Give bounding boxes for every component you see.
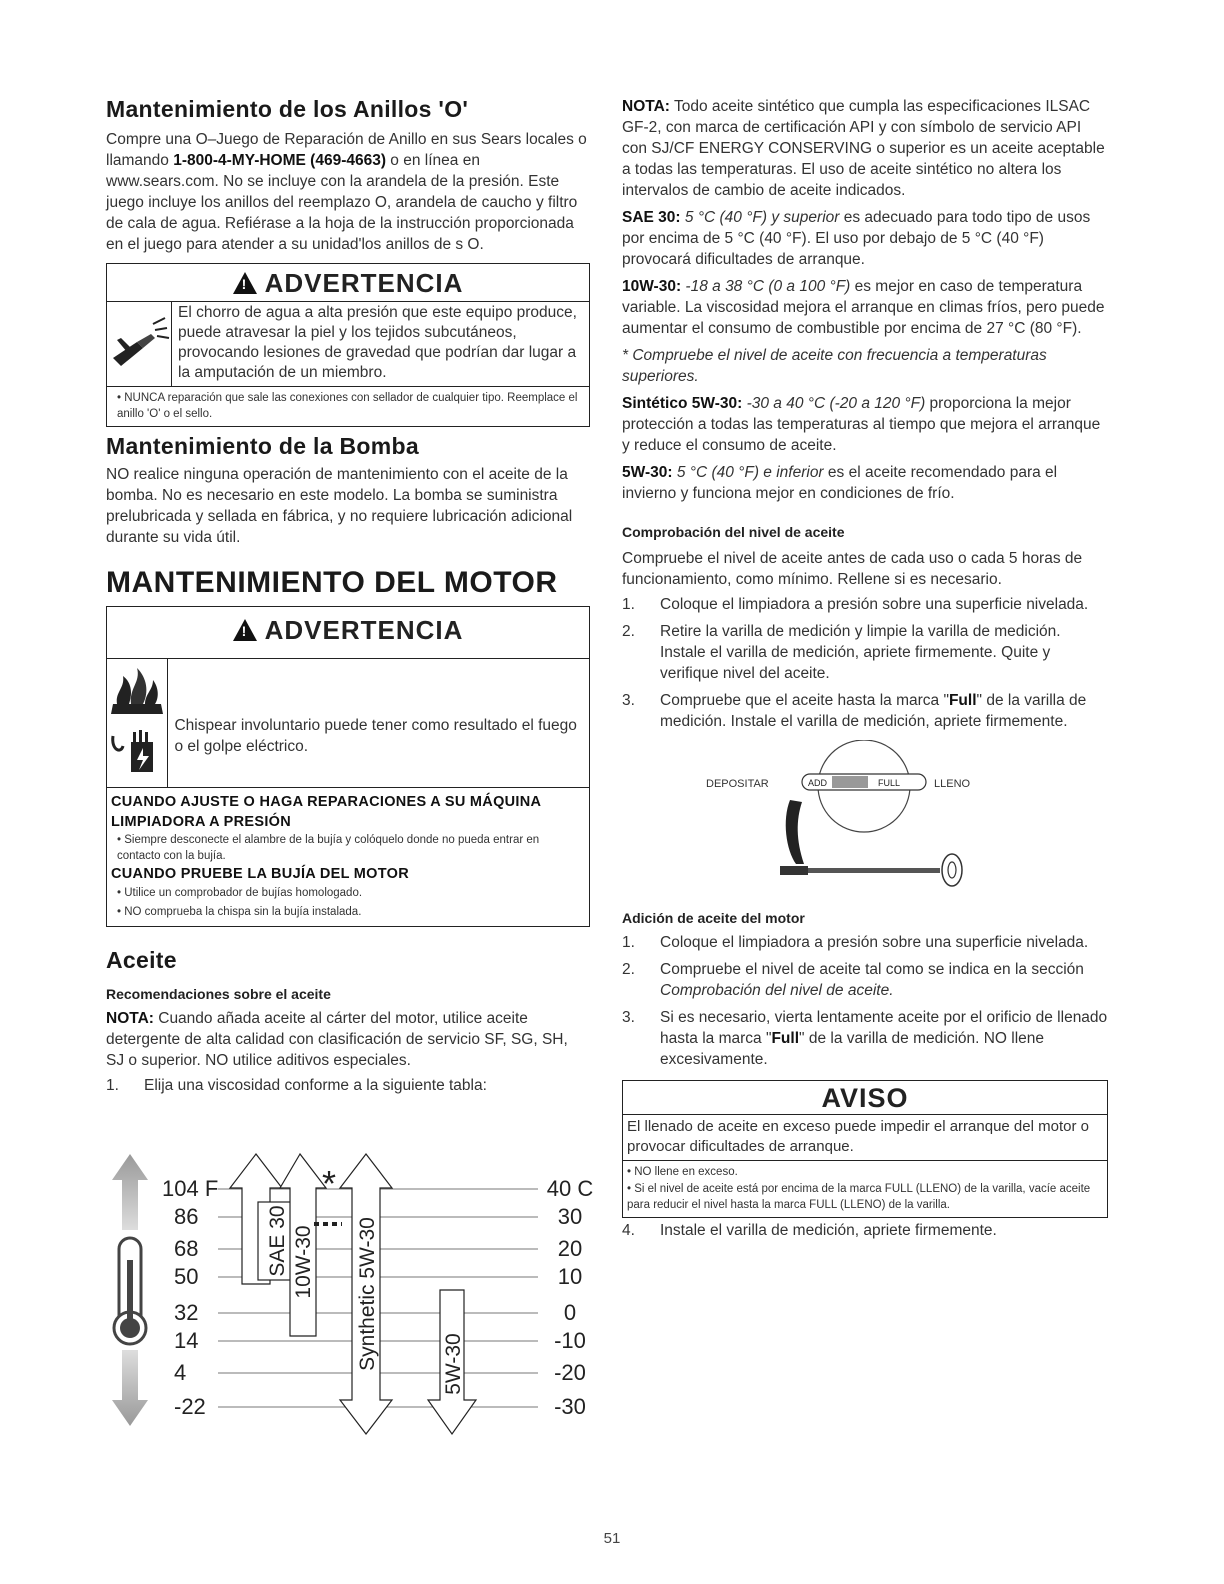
left-tick-label: -22 [174, 1394, 206, 1419]
left-tick-label: 4 [174, 1360, 187, 1385]
series-label-5w30: 5W-30 [442, 1333, 465, 1395]
warning-text-2: Chispear involuntario puede tener como resultado el fuego o el golpe eléctrico. [174, 717, 577, 755]
notice-box [622, 1080, 1108, 1218]
warning-box-1 [106, 263, 590, 427]
dip-full-mark: FULL [878, 778, 901, 788]
right-tick-label: 30 [557, 1204, 583, 1229]
dip-add-mark: ADD [808, 778, 828, 788]
right-tick-label: -30 [554, 1394, 586, 1419]
warning-subhead-1: CUANDO AJUSTE O HAGA REPARACIONES A SU MÁQUINA LIMPIADORA A PRESIÓN [111, 794, 541, 830]
pump-body: NO realice ninguna operación de mantenimiento con el aceite de la bomba. No es necesario en este modelo. La bomba se suministra prelubricada y sellada en fábrica, y no requiere lubricación adicional durante su vida útil. [106, 466, 573, 546]
series-label-sae30: SAE 30 [266, 1205, 289, 1277]
right-tick-label: -20 [554, 1360, 586, 1385]
right-tick-label: 10 [557, 1264, 583, 1289]
oil-title: Aceite [106, 947, 177, 973]
pump-title: Mantenimiento de la Bomba [106, 433, 419, 459]
synthetic-desc: Sintético 5W-30: -30 a 40 °C (-20 a 120 °F) proporciona la mejor protección a todas las temperaturas al tiempo que mejora el arranque y reduce el consumo de aceite. [622, 395, 1101, 454]
dip-label-left: DEPOSITAR [706, 778, 769, 790]
series-label-10w30: 10W-30 [292, 1225, 315, 1299]
add-step-3: 3. Si es necesario, vierta lentamente aceite por el orificio de llenado hasta la marca "Full" de la varilla de medición. NO llene excesivamente. [622, 1009, 1108, 1068]
high-pressure-injection-icon [107, 302, 172, 386]
5w30-desc: 5W-30: 5 °C (40 °F) e inferior es el aceite recomendado para el invierno y funciona mejor en condiciones de frío. [622, 464, 1058, 502]
oil-subtitle: Recomendaciones sobre el aceite [106, 986, 331, 1002]
right-tick-label: 40 C [546, 1176, 594, 1201]
left-tick-label: 14 [174, 1328, 199, 1353]
left-tick-label: 68 [174, 1236, 199, 1261]
page-number: 51 [603, 1530, 621, 1547]
right-tick-label: 0 [563, 1300, 577, 1325]
add-step-2: 2. Compruebe el nivel de aceite tal como se indica en la sección Comprobación del nivel de aceite. [622, 961, 1084, 999]
add-step-1: 1. Coloque el limpiadora a presión sobre una superficie nivelada. [622, 934, 1089, 951]
viscosity-chart [110, 1150, 600, 1440]
warning-header: !ADVERTENCIA [107, 264, 589, 302]
warning-bullet-2c: • NO comprueba la chispa sin la bujía instalada. [111, 903, 585, 922]
warning-header-2: !ADVERTENCIA [107, 607, 589, 659]
check-body: Compruebe el nivel de aceite antes de cada uso o cada 5 horas de funcionamiento, como mínimo. Rellene si es necesario. [622, 550, 1083, 588]
check-step-1: 1. Coloque el limpiadora a presión sobre una superficie nivelada. [622, 596, 1089, 613]
10w30-desc: 10W-30: -18 a 38 °C (0 a 100 °F) es mejor en caso de temperatura variable. La viscosidad mejora el arranque en climas fríos, pero puede aumentar el consumo de combustible por encima de 27 °C (80 °F). [622, 278, 1105, 337]
left-tick-label: 32 [174, 1300, 199, 1325]
right-tick-label: 20 [557, 1236, 583, 1261]
dipstick-icon [762, 740, 982, 910]
thermometer-icon [112, 1154, 148, 1426]
oil-step-1: 1. Elija una viscosidad conforme a la siguiente tabla: [106, 1077, 487, 1094]
warning-box-2 [106, 606, 590, 927]
dipstick-figure [622, 740, 1108, 910]
fire-hazard-icon [107, 664, 167, 716]
star-mark: * [321, 1163, 337, 1204]
left-tick-label: 86 [174, 1204, 199, 1229]
warning-triangle-icon [233, 619, 257, 641]
series-label-synthetic-5w30: Synthetic 5W-30 [356, 1217, 379, 1371]
oil-note: NOTA: Cuando añada aceite al cárter del motor, utilice aceite detergente de alta calidad con clasificación de servicio SF, SG, SH, SJ o superior. NO utilice aditivos especiales. [106, 1010, 568, 1069]
check-step-2: 2. Retire la varilla de medición y limpie la varilla de medición. Instale el varilla de medición, apriete firmemente. Quite y verifique nivel del aceite. [622, 623, 1061, 682]
notice-bullet-1: • NO llene en exceso. [627, 1164, 1103, 1181]
add-title: Adición de aceite del motor [622, 910, 805, 926]
electric-shock-icon [109, 726, 165, 782]
synthetic-note: NOTA: Todo aceite sintético que cumpla las especificaciones ILSAC GF-2, con marca de certificación API y con símbolo de servicio API con SJ/CF ENERGY CONSERVING o superior es un aceite aceptable a todas las temperaturas. El uso de aceite sintético no altera los intervalos de cambio de aceite indicados. [622, 98, 1105, 199]
sae30-desc: SAE 30: 5 °C (40 °F) y superior es adecuado para todo tipo de usos por encima de 5 °C (40 °F). El uso por debajo de 5 °C (40 °F) provocará dificultades de arranque. [622, 209, 1091, 268]
warning-bullet-1: • NUNCA reparación que sale las conexiones con sellador de cualquier tipo. Reemplace el anillo 'O' o el sello. [107, 387, 589, 426]
dip-label-right: LLENO [934, 778, 971, 790]
warning-triangle-icon [233, 272, 257, 294]
check-title: Comprobación del nivel de aceite [622, 524, 845, 540]
notice-title: AVISO [623, 1081, 1107, 1115]
engine-title: MANTENIMIENTO DEL MOTOR [106, 566, 558, 599]
check-step-3: 3. Compruebe que el aceite hasta la marca "Full" de la varilla de medición. Instale el varilla de medición, apriete firmemente. [622, 692, 1087, 730]
warning-subhead-2: CUANDO PRUEBE LA BUJÍA DEL MOTOR [111, 866, 410, 882]
warning-bullet-2b: • Utilice un comprobador de bujías homologado. [111, 884, 585, 903]
add-step-4: 4. Instale el varilla de medición, apriete firmemente. [622, 1222, 997, 1239]
notice-bullet-2: • Si el nivel de aceite está por encima de la marca FULL (LLENO) de la varilla, vacíe aceite para reducir el nivel hasta la marca FULL (LLENO) de la varilla. [627, 1181, 1103, 1213]
o-rings-title: Mantenimiento de los Anillos 'O' [106, 96, 469, 122]
left-column [106, 96, 590, 1096]
right-column [622, 96, 1108, 1241]
left-tick-label: 104 F [162, 1176, 219, 1201]
notice-text: El llenado de aceite en exceso puede impedir el arranque del motor o provocar dificultades de arranque. [623, 1115, 1107, 1161]
o-rings-body: Compre una O–Juego de Reparación de Anillo en sus Sears locales o llamando 1-800-4-MY-HOME (469-4663) o en línea en www.sears.com. No se incluye con la arandela de la presión. Este juego incluye los anillos del reemplazo O, arandela de caucho y filtro de cala de agua. Refiérase a la hoja de la instrucción proporcionada en el juego para atender a su unidad'los anillos de s O. [106, 131, 587, 253]
right-tick-label: -10 [554, 1328, 586, 1353]
star-note: * Compruebe el nivel de aceite con frecuencia a temperaturas superiores. [622, 347, 1047, 385]
warning-bullet-2a: • Siempre desconecte el alambre de la bujía y colóquelo donde no pueda entrar en contacto con la bujía. [111, 832, 585, 864]
warning-text-1: El chorro de agua a alta presión que este equipo produce, puede atravesar la piel y los tejidos subcutáneos, provocando lesiones de gravedad que podrían dar lugar a la amputación de un miembro. [178, 304, 577, 381]
left-tick-label: 50 [174, 1264, 199, 1289]
